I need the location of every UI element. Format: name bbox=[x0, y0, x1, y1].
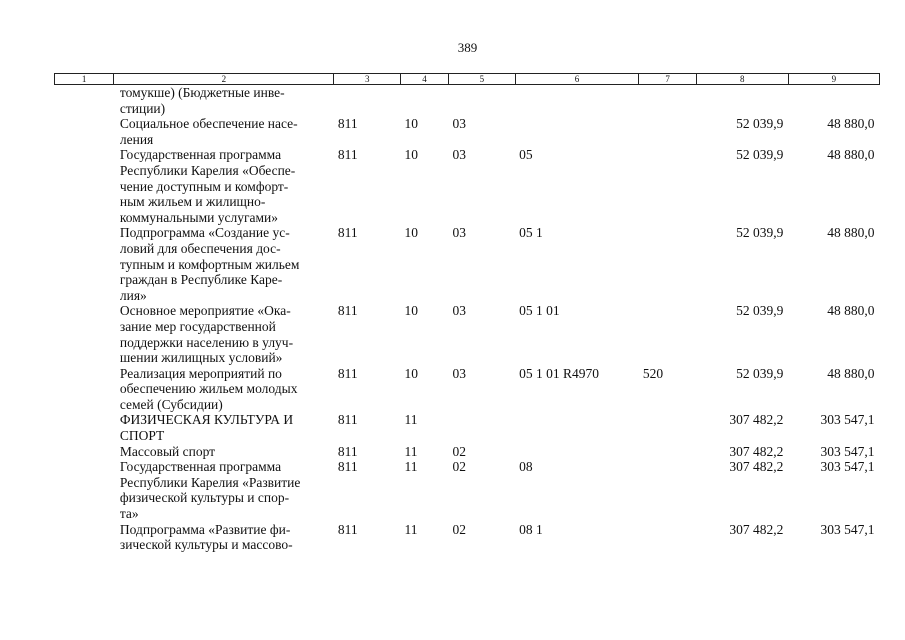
cell-section-code: 11 bbox=[404, 459, 418, 475]
column-number-7: 7 bbox=[639, 74, 696, 85]
cell-admin-code: 811 bbox=[337, 116, 358, 132]
cell-expense-type bbox=[639, 147, 696, 225]
cell-expense-type bbox=[639, 444, 696, 460]
cell-target-code: 05 1 01 R4970 bbox=[519, 365, 599, 381]
cell-admin-code: 811 bbox=[337, 521, 358, 537]
column-number-8: 8 bbox=[696, 74, 788, 85]
cell-amount-second: 48 880,0 bbox=[827, 303, 875, 319]
cell-target-code: 05 1 01 bbox=[519, 303, 560, 319]
cell-row-number bbox=[55, 412, 114, 443]
cell-subsection-code: 03 bbox=[452, 225, 467, 241]
cell-subsection-code: 03 bbox=[452, 116, 467, 132]
cell-target-code bbox=[515, 444, 639, 460]
cell-item-name: ФИЗИЧЕСКАЯ КУЛЬТУРА И СПОРТ bbox=[119, 412, 294, 444]
cell-section-code: 11 bbox=[404, 412, 418, 428]
table-row bbox=[55, 444, 880, 460]
column-number-5: 5 bbox=[449, 74, 516, 85]
cell-amount-second: 48 880,0 bbox=[827, 147, 875, 163]
column-number-9: 9 bbox=[788, 74, 879, 85]
cell-subsection-code: 02 bbox=[452, 459, 467, 475]
cell-item-name: Подпрограмма «Развитие фи- зической культуры и массово- bbox=[119, 521, 293, 553]
cell-section-code: 10 bbox=[404, 147, 418, 163]
cell-amount-first: 52 039,9 bbox=[736, 116, 784, 132]
cell-amount-second: 303 547,1 bbox=[820, 459, 875, 475]
cell-target-code bbox=[515, 412, 639, 443]
column-number-1: 1 bbox=[55, 74, 114, 85]
table-row bbox=[55, 459, 880, 521]
cell-subsection-code: 03 bbox=[452, 303, 467, 319]
column-number-2: 2 bbox=[114, 74, 334, 85]
cell-amount-second bbox=[788, 85, 879, 117]
cell-amount-first: 307 482,2 bbox=[729, 443, 784, 459]
cell-admin-code: 811 bbox=[337, 443, 358, 459]
cell-section-code: 10 bbox=[404, 225, 418, 241]
cell-row-number bbox=[55, 522, 114, 553]
cell-target-code bbox=[515, 116, 639, 147]
cell-admin-code: 811 bbox=[337, 459, 358, 475]
table-row bbox=[55, 366, 880, 413]
cell-section-code bbox=[400, 85, 448, 117]
cell-section-code: 10 bbox=[404, 365, 418, 381]
cell-item-name: Государственная программа Республики Карелия «Обеспе- чение доступным и комфорт- ным жильем и жилищно- коммунальными услугами» bbox=[119, 147, 296, 225]
cell-row-number bbox=[55, 116, 114, 147]
cell-row-number bbox=[55, 303, 114, 365]
cell-amount-second: 48 880,0 bbox=[827, 116, 875, 132]
cell-amount-second: 303 547,1 bbox=[820, 521, 875, 537]
column-number-row bbox=[55, 74, 880, 85]
cell-section-code: 11 bbox=[404, 443, 418, 459]
cell-target-code: 08 bbox=[519, 459, 533, 475]
column-number-6: 6 bbox=[515, 74, 639, 85]
cell-amount-second: 303 547,1 bbox=[820, 412, 875, 428]
cell-expense-type: 520 bbox=[642, 365, 664, 381]
cell-row-number bbox=[55, 225, 114, 303]
cell-amount-second: 48 880,0 bbox=[827, 225, 875, 241]
table-header bbox=[55, 74, 880, 85]
cell-amount-first: 307 482,2 bbox=[729, 412, 784, 428]
cell-subsection-code: 02 bbox=[452, 521, 467, 537]
cell-row-number bbox=[55, 444, 114, 460]
cell-item-name: Основное мероприятие «Ока- зание мер государственной поддержки населению в улуч- шении жилищных условий» bbox=[119, 303, 294, 366]
cell-amount-first: 52 039,9 bbox=[736, 147, 784, 163]
cell-section-code: 11 bbox=[404, 521, 418, 537]
table-row bbox=[55, 147, 880, 225]
cell-row-number bbox=[55, 459, 114, 521]
cell-amount-first bbox=[696, 85, 788, 117]
column-number-4: 4 bbox=[400, 74, 448, 85]
cell-subsection-code: 02 bbox=[452, 443, 467, 459]
column-number-3: 3 bbox=[334, 74, 401, 85]
cell-expense-type bbox=[639, 459, 696, 521]
cell-target-code: 05 1 bbox=[519, 225, 543, 241]
cell-expense-type bbox=[639, 522, 696, 553]
cell-subsection-code bbox=[449, 85, 516, 117]
cell-subsection-code: 03 bbox=[452, 365, 467, 381]
page-number: 389 bbox=[457, 40, 478, 55]
cell-item-name: Подпрограмма «Создание ус- ловий для обеспечения дос- тупным и комфортным жильем граждан в Республике Каре- лия» bbox=[119, 225, 300, 303]
cell-target-code: 08 1 bbox=[519, 521, 543, 537]
cell-amount-first: 52 039,9 bbox=[736, 225, 784, 241]
table-row bbox=[55, 303, 880, 365]
cell-admin-code: 811 bbox=[337, 365, 358, 381]
cell-row-number bbox=[55, 366, 114, 413]
cell-item-name: томукше) (Бюджетные инве- стиции) bbox=[119, 85, 285, 116]
cell-section-code: 10 bbox=[404, 116, 418, 132]
cell-target-code: 05 bbox=[519, 147, 533, 163]
table-row bbox=[55, 85, 880, 117]
cell-item-name: Социальное обеспечение насе- ления bbox=[119, 116, 298, 147]
cell-expense-type bbox=[639, 225, 696, 303]
table-row bbox=[55, 225, 880, 303]
cell-amount-first: 52 039,9 bbox=[736, 365, 784, 381]
cell-target-code bbox=[515, 85, 639, 117]
table-body bbox=[55, 85, 880, 553]
cell-row-number bbox=[55, 85, 114, 117]
cell-amount-first: 307 482,2 bbox=[729, 521, 784, 537]
table-row bbox=[55, 412, 880, 443]
cell-row-number bbox=[55, 147, 114, 225]
cell-admin-code: 811 bbox=[337, 412, 358, 428]
cell-section-code: 10 bbox=[404, 303, 418, 319]
cell-amount-first: 52 039,9 bbox=[736, 303, 784, 319]
table-row bbox=[55, 116, 880, 147]
cell-admin-code: 811 bbox=[337, 303, 358, 319]
table-row bbox=[55, 522, 880, 553]
cell-item-name: Реализация мероприятий по обеспечению жильем молодых семей (Субсидии) bbox=[119, 365, 298, 412]
cell-admin-code: 811 bbox=[337, 147, 358, 163]
cell-amount-first: 307 482,2 bbox=[729, 459, 784, 475]
cell-expense-type bbox=[639, 412, 696, 443]
budget-table bbox=[54, 73, 880, 553]
cell-item-name: Массовый спорт bbox=[119, 443, 216, 459]
cell-admin-code: 811 bbox=[337, 225, 358, 241]
cell-amount-second: 48 880,0 bbox=[827, 365, 875, 381]
cell-amount-second: 303 547,1 bbox=[820, 443, 875, 459]
cell-admin-code bbox=[334, 85, 401, 117]
cell-subsection-code: 03 bbox=[452, 147, 467, 163]
cell-item-name: Государственная программа Республики Карелия «Развитие физической культуры и спор- та» bbox=[119, 459, 301, 522]
cell-expense-type bbox=[639, 303, 696, 365]
cell-expense-type bbox=[639, 116, 696, 147]
cell-expense-type bbox=[639, 85, 696, 117]
cell-subsection-code bbox=[449, 412, 516, 443]
